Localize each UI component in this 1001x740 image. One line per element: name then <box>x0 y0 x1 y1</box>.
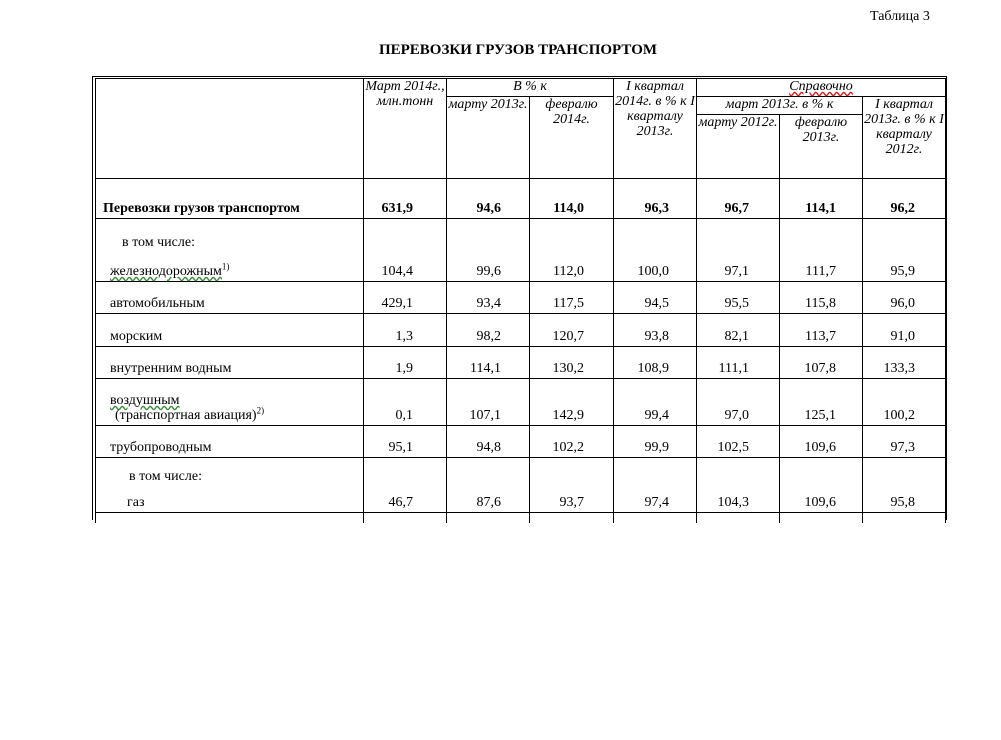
cell: 96,3 <box>614 179 697 219</box>
row-label-inland-water: внутренним водным <box>96 347 364 379</box>
cell: 97,3 <box>863 426 946 458</box>
row-label-sea: морским <box>96 314 364 347</box>
cell: 107,1 <box>447 379 530 426</box>
cell: 125,1 <box>780 379 863 426</box>
cell: 429,1 <box>364 282 447 314</box>
cell: 99,6 <box>447 219 530 282</box>
cell: 95,9 <box>863 219 946 282</box>
document-title: ПЕРЕВОЗКИ ГРУЗОВ ТРАНСПОРТОМ <box>378 42 658 58</box>
header-subgroup-reference: март 2013г. в % к <box>697 97 863 115</box>
header-march-2013: марту 2013г. <box>447 97 530 179</box>
cell: 108,9 <box>614 347 697 379</box>
cell: 95,1 <box>364 426 447 458</box>
cell: 93,8 <box>614 314 697 347</box>
cell: 130,2 <box>530 347 614 379</box>
cell: 104,3 <box>697 458 780 513</box>
cell: 111,7 <box>780 219 863 282</box>
cell: 120,7 <box>530 314 614 347</box>
cell: 95,5 <box>697 282 780 314</box>
cell: 98,2 <box>447 314 530 347</box>
subheading-including: в том числе: <box>122 235 195 250</box>
cell: 82,1 <box>697 314 780 347</box>
cell: 133,3 <box>863 347 946 379</box>
cell: 109,6 <box>780 426 863 458</box>
cell: 142,9 <box>530 379 614 426</box>
cell: 0,1 <box>364 379 447 426</box>
cell: 96,7 <box>697 179 780 219</box>
table-number-label: Таблица 3 <box>870 9 930 24</box>
air-label-line2: (транспортная авиация)$^{2)}$ <box>115 405 265 423</box>
cell: 107,8 <box>780 347 863 379</box>
cell: 94,8 <box>447 426 530 458</box>
cell: 117,5 <box>530 282 614 314</box>
cell: 114,1 <box>780 179 863 219</box>
cell: 95,8 <box>863 458 946 513</box>
subheading-including-pipeline: в том числе: <box>129 469 202 484</box>
cell: 87,6 <box>447 458 530 513</box>
cell: 113,7 <box>780 314 863 347</box>
cell: 631,9 <box>364 179 447 219</box>
header-ref-feb-2013: февралю 2013г. <box>780 115 863 179</box>
rail-label: железнодорожным$^{1)}$ <box>110 261 230 279</box>
cell: 114,0 <box>530 179 614 219</box>
row-label-pipeline: трубопроводным <box>96 426 364 458</box>
cell: 97,0 <box>697 379 780 426</box>
header-group-pct: В % к <box>447 79 614 97</box>
cell: 1,3 <box>364 314 447 347</box>
cell: 114,1 <box>447 347 530 379</box>
header-ref-q1-2013: I квартал 2013г. в % к I кварталу 2012г. <box>863 97 946 179</box>
cell: 91,0 <box>863 314 946 347</box>
cell: 111,1 <box>697 347 780 379</box>
header-group-reference: Справочно <box>697 79 946 97</box>
cell: 96,2 <box>863 179 946 219</box>
cell: 112,0 <box>530 219 614 282</box>
air-label-line1: воздушным <box>110 393 180 408</box>
cell: 104,4 <box>364 219 447 282</box>
header-feb-2014: февралю 2014г. <box>530 97 614 179</box>
row-label-road: автомобильным <box>96 282 364 314</box>
cell: 100,0 <box>614 219 697 282</box>
cell: 97,4 <box>614 458 697 513</box>
cell: 96,0 <box>863 282 946 314</box>
cell: 115,8 <box>780 282 863 314</box>
cell: 94,5 <box>614 282 697 314</box>
header-ref-march-2012: марту 2012г. <box>697 115 780 179</box>
cell: 94,6 <box>447 179 530 219</box>
cell: 93,7 <box>530 458 614 513</box>
cell: 102,2 <box>530 426 614 458</box>
cell: 109,6 <box>780 458 863 513</box>
cell: 100,2 <box>863 379 946 426</box>
cell: 1,9 <box>364 347 447 379</box>
cell: 99,4 <box>614 379 697 426</box>
cell: 99,9 <box>614 426 697 458</box>
header-march-2014: Март 2014г., млн.тонн <box>364 79 447 179</box>
cell: 93,4 <box>447 282 530 314</box>
row-label-total: Перевозки грузов транспортом <box>96 179 364 219</box>
table-outer-frame <box>92 76 947 520</box>
cell: 102,5 <box>697 426 780 458</box>
gas-label: газ <box>127 495 145 510</box>
cell: 97,1 <box>697 219 780 282</box>
header-q1-2014: I квартал 2014г. в % к I кварталу 2013г. <box>614 79 697 179</box>
cell: 46,7 <box>364 458 447 513</box>
